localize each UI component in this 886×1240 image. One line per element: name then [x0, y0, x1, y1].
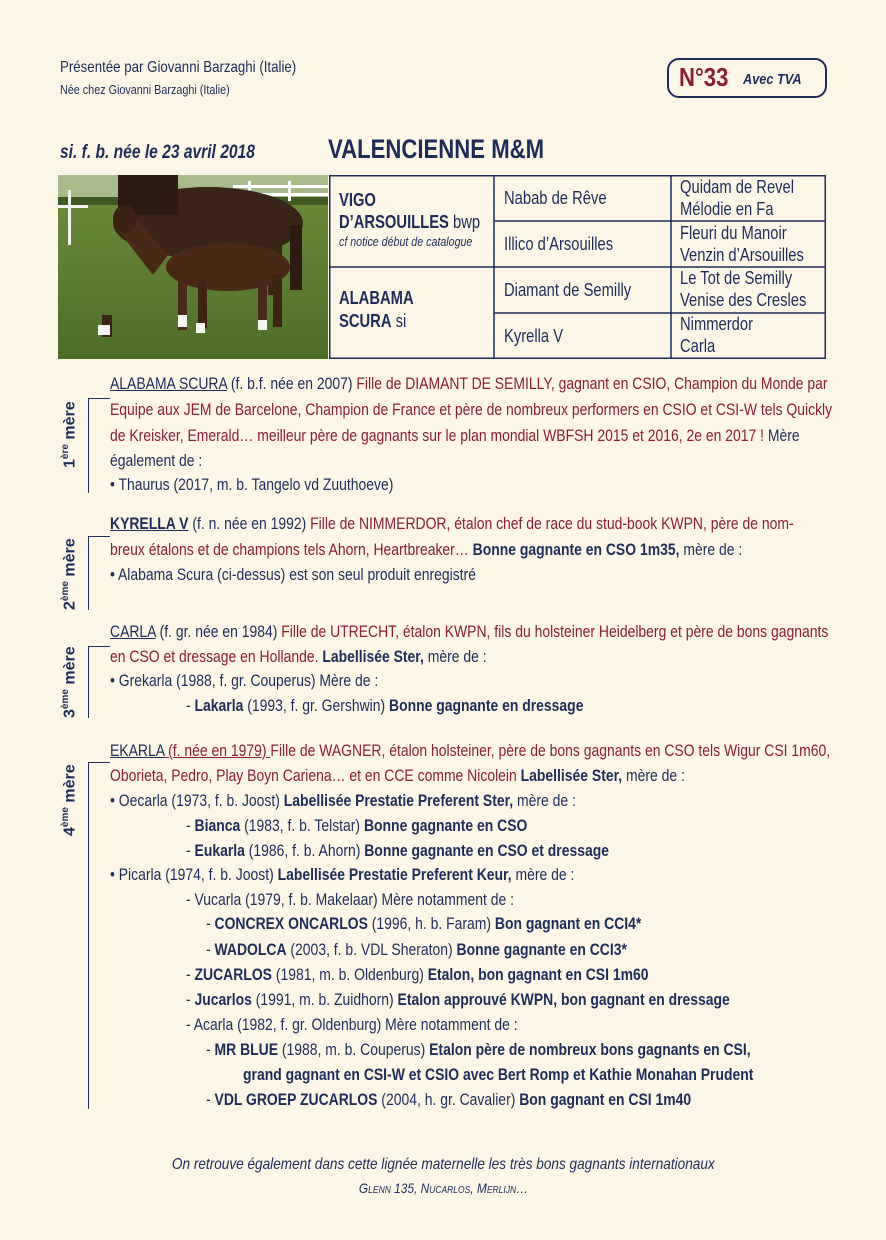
gen2-2: Illico d’Arsouilles	[504, 234, 614, 254]
sire-note-label: cf notice début de catalogue	[339, 234, 473, 249]
fourth-dam-line-6: • Picarla (1974, f. b. Joost) Labellisée Prestatie Preferent Keur, mère de :	[110, 865, 575, 884]
second-dam-bracket-top	[88, 536, 110, 537]
footer-line-1: On retrouve également dans cette lignée maternelle les très bons gagnants internationaux	[171, 1156, 715, 1173]
lot-number: N°33	[679, 62, 729, 92]
second-dam-line-3: • Alabama Scura (ci-dessus) est son seul produit enregistré	[110, 565, 476, 584]
fourth-dam-line-8: - CONCREX ONCARLOS (1996, h. b. Faram) Bon gagnant en CCI4*	[206, 914, 642, 933]
lot-tax: Avec TVA	[743, 71, 802, 88]
gen3-3: Fleuri du Manoir	[680, 223, 787, 243]
fourth-dam-line-4: - Bianca (1983, f. b. Telstar) Bonne gagnante en CSO	[186, 816, 528, 835]
fourth-dam-name: EKARLA	[110, 741, 165, 760]
gen3-7: Nimmerdor	[680, 314, 753, 334]
sire-line-1: VIGO	[339, 190, 376, 210]
fourth-dam-line-7: - Vucarla (1979, f. b. Makelaar) Mère notamment de :	[186, 890, 514, 909]
gen3-8: Carla	[680, 336, 716, 356]
presented-by: Présentée par Giovanni Barzaghi (Italie)	[60, 59, 297, 76]
second-dam-line-2: breux étalons et de champions tels Ahorn, Heartbreaker… Bonne gagnante en CSO 1m35, mère de :	[110, 540, 743, 559]
dam-block	[339, 287, 414, 333]
third-dam-line-4: - Lakarla (1993, f. gr. Gershwin) Bonne gagnante en dressage	[186, 696, 584, 715]
gen3-2: Mélodie en Fa	[680, 199, 774, 219]
gen2-4: Kyrella V	[504, 326, 564, 346]
fourth-dam-line-10: - ZUCARLOS (1981, m. b. Oldenburg) Etalon, bon gagnant en CSI 1m60	[186, 965, 649, 984]
fourth-dam-label: 4ème mère	[60, 764, 79, 836]
first-dam-bracket-top	[88, 398, 110, 399]
pedigree-grid	[329, 175, 826, 359]
fourth-dam-line-9: - WADOLCA (2003, f. b. VDL Sheraton) Bonne gagnante en CCI3*	[206, 940, 627, 959]
fourth-dam-line-11: - Jucarlos (1991, m. b. Zuidhorn) Etalon approuvé KWPN, bon gagnant en dressage	[186, 990, 730, 1009]
fourth-dam-bracket	[88, 762, 89, 1109]
third-dam-line-1: CARLA (f. gr. née en 1984) Fille de UTRECHT, étalon KWPN, fils du holsteiner Heidelberg et père de bons gagnants	[110, 622, 829, 641]
sire-studbook-label: bwp	[453, 212, 481, 232]
fourth-dam-bracket-top	[88, 762, 110, 763]
first-dam-line-3: de Kreisker, Emerald… meilleur père de gagnants sur le plan mondial WBFSH 2015 et 2016, 2e en 2017 ! Mère	[110, 426, 800, 445]
first-dam-line-2: Equipe aux JEM de Barcelone, Champion de France et père de nombreux performers en CSIO et CSI-W tels Quickly	[110, 400, 833, 419]
sire-block	[339, 189, 480, 251]
third-dam-bracket-top	[88, 646, 110, 647]
third-dam-line-2: en CSO et dressage en Hollande. Labellisée Ster, mère de :	[110, 647, 487, 666]
second-dam-name: KYRELLA V	[110, 514, 189, 533]
gen2-1: Nabab de Rêve	[504, 188, 607, 208]
fourth-dam-line-5: - Eukarla (1986, f. b. Ahorn) Bonne gagnante en CSO et dressage	[186, 841, 610, 860]
fourth-dam-line-14: grand gagnant en CSI-W et CSIO avec Bert Romp et Kathie Monahan Prudent	[243, 1065, 754, 1084]
horse-photo	[58, 175, 328, 359]
third-dam-name: CARLA	[110, 622, 156, 641]
first-dam-name: ALABAMA SCURA	[110, 374, 227, 393]
fourth-dam-line-2: Oborieta, Pedro, Play Boyn Cariena… et en CCE comme Nicolein Labellisée Ster, mère de :	[110, 766, 685, 785]
first-dam-line-4: également de :	[110, 451, 203, 470]
gen2-3: Diamant de Semilly	[504, 280, 632, 300]
third-dam-bracket	[88, 646, 89, 718]
gen3-6: Venise des Cresles	[680, 290, 807, 310]
second-dam-line-1: KYRELLA V (f. n. née en 1992) Fille de NIMMERDOR, étalon chef de race du stud-book KWPN, père de nom-	[110, 514, 794, 533]
first-dam-line-1: ALABAMA SCURA (f. b.f. née en 2007) Fille de DIAMANT DE SEMILLY, gagnant en CSIO, Champion du Monde par	[110, 374, 828, 393]
bred-by: Née chez Giovanni Barzaghi (Italie)	[60, 82, 230, 97]
fourth-dam-line-15: - VDL GROEP ZUCARLOS (2004, h. gr. Cavalier) Bon gagnant en CSI 1m40	[206, 1090, 692, 1109]
gen3-4: Venzin d’Arsouilles	[680, 245, 804, 265]
gen3-5: Le Tot de Semilly	[680, 268, 793, 288]
lot-badge	[667, 58, 827, 98]
horse-description: si. f. b. née le 23 avril 2018	[60, 142, 255, 163]
first-dam-line-5: • Thaurus (2017, m. b. Tangelo vd Zuuthoeve)	[110, 475, 394, 494]
second-dam-label: 2ème mère	[60, 538, 79, 610]
fourth-dam-line-13: - MR BLUE (1988, m. b. Couperus) Etalon père de nombreux bons gagnants en CSI,	[206, 1040, 751, 1059]
fourth-dam-line-1: EKARLA (f. née en 1979) Fille de WAGNER, étalon holsteiner, père de bons gagnants en CSO tels Wigur CSI 1m60,	[110, 741, 831, 760]
dam-studbook: si	[395, 311, 407, 331]
horse-name: VALENCIENNE M&M	[328, 134, 545, 164]
footer-line-2: Glenn 135, Nucarlos, Merlijn…	[358, 1180, 528, 1196]
third-dam-line-3: • Grekarla (1988, f. gr. Couperus) Mère de :	[110, 671, 379, 690]
dam-line-2: SCURA	[339, 311, 392, 331]
sire-line-2: D’ARSOUILLES	[339, 212, 449, 232]
second-dam-bracket	[88, 536, 89, 610]
third-dam-label: 3ème mère	[60, 646, 79, 718]
gen3-1: Quidam de Revel	[680, 177, 795, 197]
dam-line-1: ALABAMA	[339, 288, 414, 308]
fourth-dam-line-3: • Oecarla (1973, f. b. Joost) Labellisée Prestatie Preferent Ster, mère de :	[110, 791, 576, 810]
first-dam-label: 1ère mère	[60, 401, 79, 468]
fourth-dam-line-12: - Acarla (1982, f. gr. Oldenburg) Mère notamment de :	[186, 1015, 518, 1034]
first-dam-bracket	[88, 398, 89, 493]
